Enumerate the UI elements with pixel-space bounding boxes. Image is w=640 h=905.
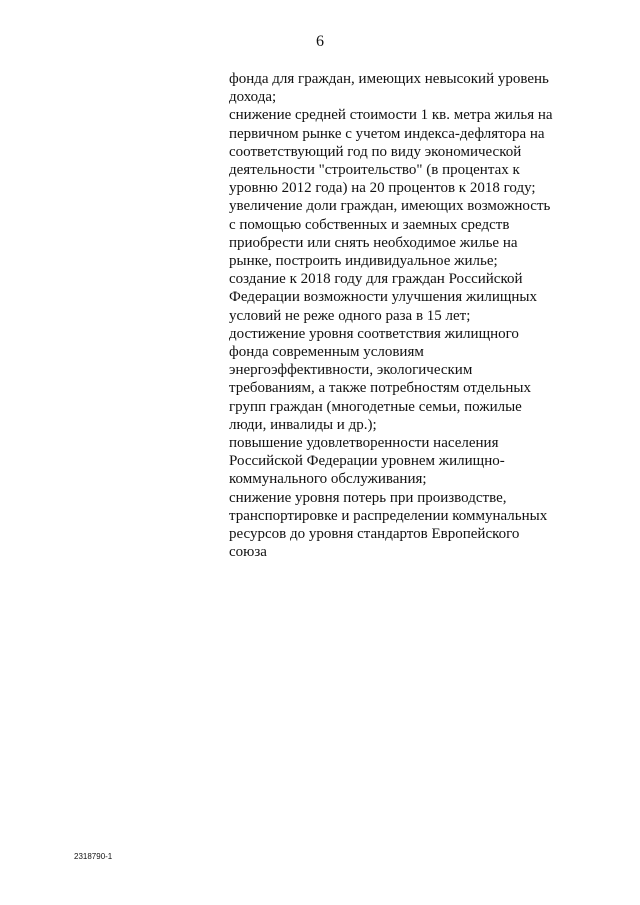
text-line: энергоэффективности, экологическим [229,362,473,379]
text-line: транспортировке и распределении коммунальных [229,507,548,524]
text-line: союза [229,544,267,561]
text-line: коммунального обслуживания; [229,471,427,488]
body-text [229,70,569,561]
text-line: снижение уровня потерь при производстве, [229,489,507,506]
text-line: ресурсов до уровня стандартов Европейского [229,526,520,543]
text-line: фонда для граждан, имеющих невысокий уровень [229,71,549,87]
text-line: с помощью собственных и заемных средств [229,216,510,233]
text-line: первичном рынке с учетом индекса-дефлятора на [229,125,545,142]
text-line: соответствующий год по виду экономической [229,143,522,160]
text-line: Российской Федерации уровнем жилищно- [229,453,505,470]
text-line: повышение удовлетворенности населения [229,435,499,452]
text-line: рынке, построить индивидуальное жилье; [229,253,498,270]
text-line: деятельности "строительство" (в процентах к [229,162,520,179]
text-line: фонда современным условиям [229,344,424,361]
text-line: приобрести или снять необходимое жилье на [229,234,518,251]
text-line: уровню 2012 года) на 20 процентов к 2018 году; [229,180,536,197]
text-line: увеличение доли граждан, имеющих возможность [229,198,551,215]
text-line: условий не реже одного раза в 15 лет; [229,307,471,324]
text-line: дохода; [229,89,277,106]
text-line: достижение уровня соответствия жилищного [229,325,519,342]
text-line: создание к 2018 году для граждан Российской [229,271,523,288]
text-line: Федерации возможности улучшения жилищных [229,289,537,306]
text-line: требованиям, а также потребностям отдельных [229,380,531,397]
text-line: люди, инвалиды и др.); [229,416,377,433]
text-line: снижение средней стоимости 1 кв. метра жилья на [229,107,553,124]
page-number: 6 [316,33,324,50]
text-line: групп граждан (многодетные семьи, пожилые [229,398,522,415]
document-id: 2318790-1 [74,852,113,861]
